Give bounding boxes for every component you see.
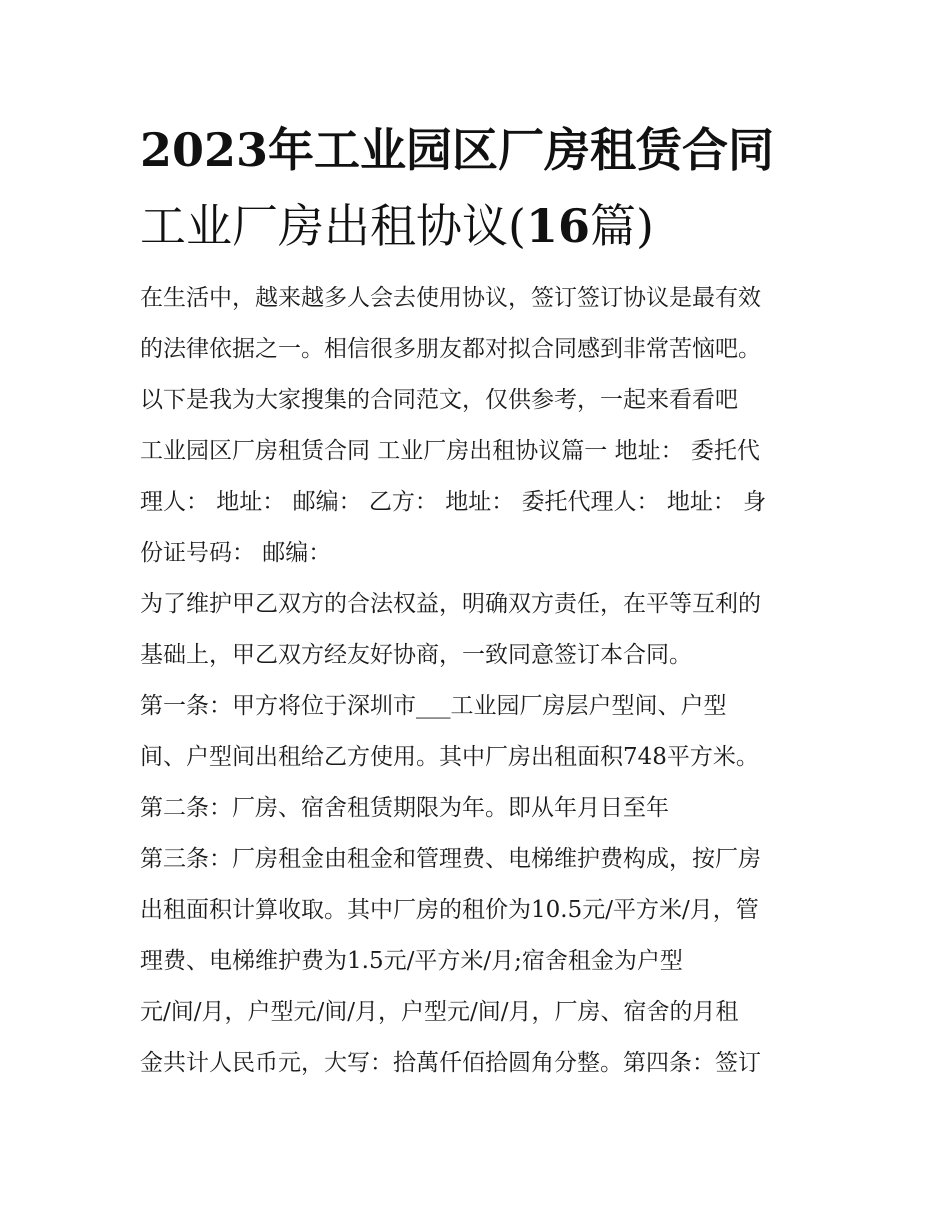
title-line-2-end: 篇) [589, 199, 654, 253]
body-line: 金共计人民币元，大写：拾萬仟佰拾圆角分整。第四条：签订 [140, 1050, 761, 1076]
body-line: 间、户型间出租给乙方使用。其中厂房出租面积748平方米。 [140, 744, 759, 770]
body-line: 出租面积计算收取。其中厂房的租价为10.5元/平方米/月，管 [140, 897, 759, 923]
title-line-2 [140, 188, 830, 264]
body-line: 为了维护甲乙双方的合法权益，明确双方责任，在平等互利的 [140, 591, 761, 617]
body-line: 理人： 地址： 邮编： 乙方： 地址： 委托代理人： 地址： 身 [140, 489, 767, 515]
title-line-2-text: 工业厂房出租协议( [140, 199, 526, 253]
body-line: 第三条：厂房租金由租金和管理费、电梯维护费构成，按厂房 [140, 846, 761, 872]
title-line-1: 2023年工业园区厂房租赁合同 [140, 123, 775, 177]
body-line: 份证号码： 邮编： [140, 540, 332, 566]
body-line: 第一条：甲方将位于深圳市___工业园厂房层户型间、户型 [140, 693, 727, 719]
body-line: 以下是我为大家搜集的合同范文，仅供参考，一起来看看吧 [140, 387, 738, 413]
body-line: 基础上，甲乙双方经友好协商，一致同意签订本合同。 [140, 642, 692, 668]
body-line: 工业园区厂房租赁合同 工业厂房出租协议篇一 地址： 委托代 [140, 438, 760, 464]
document-title [140, 112, 830, 264]
body-line: 第二条：厂房、宿舍租赁期限为年。即从年月日至年 [140, 795, 669, 821]
body-line: 理费、电梯维护费为1.5元/平方米/月;宿舍租金为户型 [140, 948, 683, 974]
document-body [140, 273, 820, 1089]
title-line-2-count: 16 [525, 199, 590, 253]
body-line: 在生活中，越来越多人会去使用协议，签订签订协议是最有效 [140, 285, 761, 311]
body-line: 元/间/月，户型元/间/月，户型元/间/月，厂房、宿舍的月租 [140, 999, 739, 1025]
body-line: 的法律依据之一。相信很多朋友都对拟合同感到非常苦恼吧。 [140, 336, 761, 362]
